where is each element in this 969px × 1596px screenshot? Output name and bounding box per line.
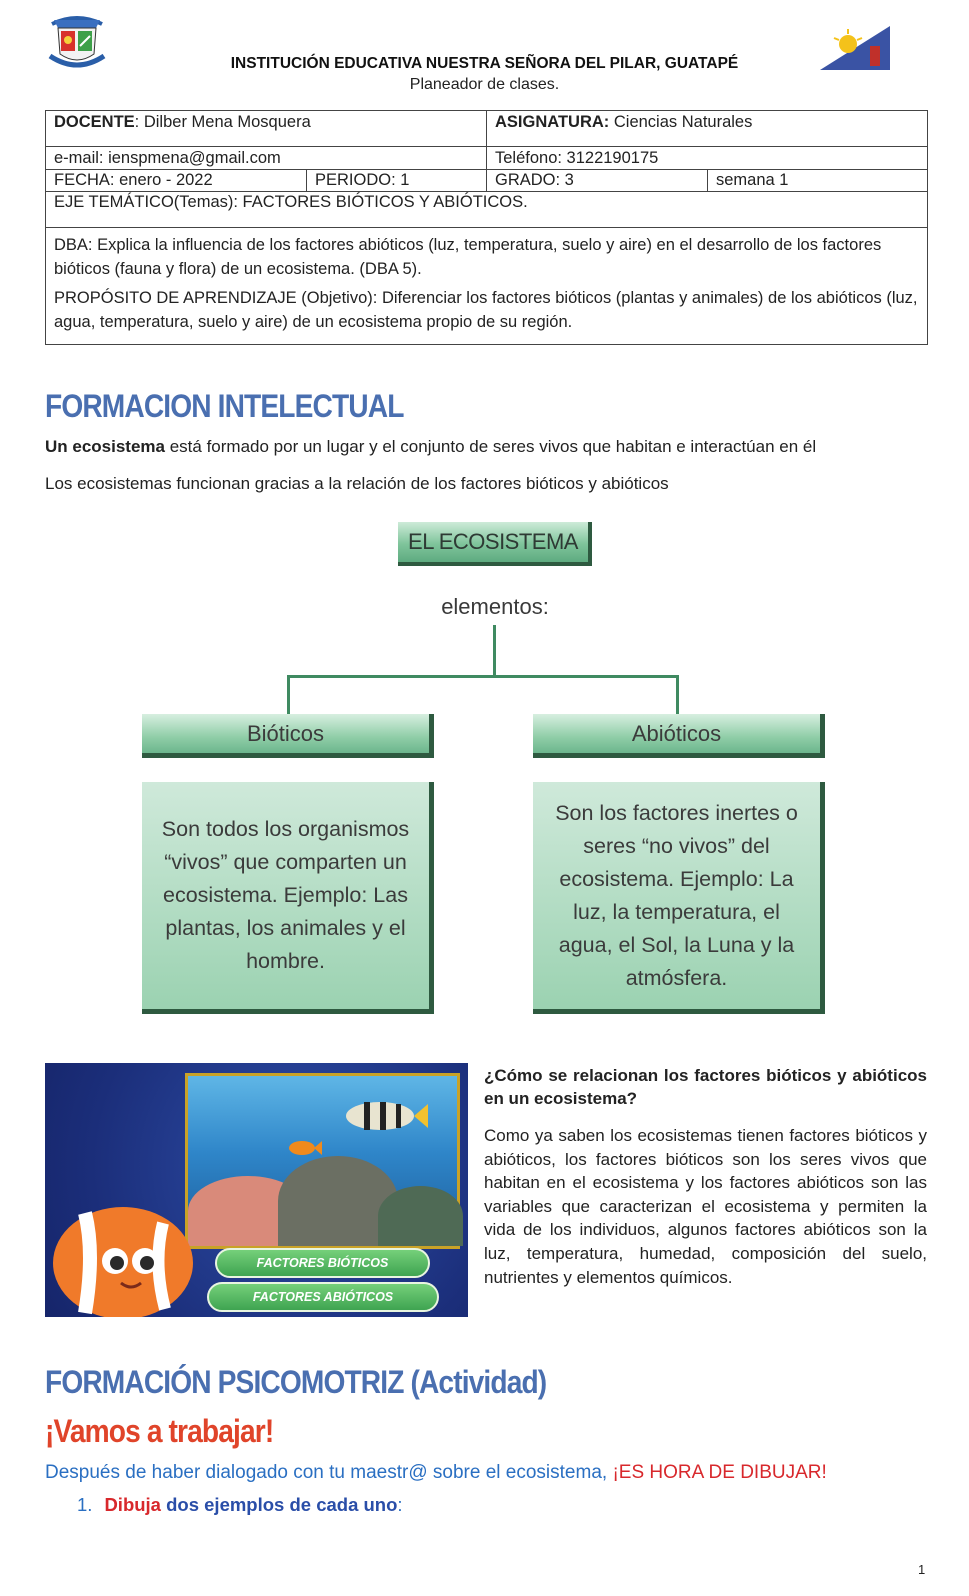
- periodo-cell: PERIODO: 1: [307, 170, 487, 191]
- clownfish-icon: [45, 1183, 195, 1317]
- ecosistema-definition: [45, 435, 935, 459]
- underwater-scene-image: [185, 1073, 460, 1249]
- abioticos-header: Abióticos: [533, 714, 825, 758]
- institution-name: INSTITUCIÓN EDUCATIVA NUESTRA SEÑORA DEL PILAR, GUATAPÉ: [230, 55, 739, 72]
- asignatura-value: Ciencias Naturales: [609, 113, 753, 131]
- grado-cell: GRADO: 3: [487, 170, 708, 191]
- table-row: [46, 147, 927, 170]
- small-fish-icon: [286, 1138, 322, 1158]
- table-row: [46, 192, 927, 228]
- instruction-text: Después de haber dialogado con tu maestr@ sobre el ecosistema,: [45, 1462, 613, 1483]
- ecosistema-definition-text: está formado por un lugar y el conjunto de seres vivos que habitan e interactúan en él: [165, 437, 817, 456]
- semana-cell: semana 1: [716, 171, 789, 189]
- instruction-line: [45, 1462, 827, 1484]
- telefono-cell: Teléfono: 3122190175: [495, 148, 659, 167]
- dos-ejemplos-text: dos ejemplos de cada uno: [160, 1494, 398, 1515]
- docente-value: : Dilber Mena Mosquera: [134, 113, 311, 131]
- fecha-cell: FECHA: enero - 2022: [46, 170, 307, 191]
- diagram-title-box: EL ECOSISTEMA: [398, 522, 592, 566]
- table-row: [46, 228, 927, 344]
- bioticos-description: Son todos los organismos “vivos” que comparten un ecosistema. Ejemplo: Las plantas, los animales y el hombre.: [142, 782, 434, 1014]
- dba-text: DBA: Explica la influencia de los factores abióticos (luz, temperatura, suelo y aire) en el desarrollo de los factores bióticos (fauna y flora) de un ecosistema. (DBA 5).: [54, 236, 882, 278]
- table-row: [46, 170, 927, 192]
- activity-list-item: [77, 1494, 403, 1516]
- eje-tematico-cell: EJE TEMÁTICO(Temas): FACTORES BIÓTICOS Y ABIÓTICOS.: [54, 193, 528, 211]
- diagram-connector: [287, 675, 290, 715]
- hora-de-dibujar-text: ¡ES HORA DE DIBUJAR!: [612, 1462, 827, 1483]
- asignatura-label: ASIGNATURA:: [495, 113, 610, 131]
- bioticos-header: Bióticos: [142, 714, 434, 758]
- ecosistema-term: Un ecosistema: [45, 437, 165, 456]
- striped-fish-icon: [338, 1098, 428, 1134]
- proposito-text: PROPÓSITO DE APRENDIZAJE (Objetivo): Diferenciar los factores bióticos (plantas y animales) de los abióticos (luz, agua, temperatura, suelo y aire) de un ecosistema propio de su región.: [54, 289, 918, 331]
- formacion-intelectual-heading: FORMACION INTELECTUAL: [45, 388, 404, 424]
- list-item-number: 1.: [77, 1494, 93, 1515]
- email-cell: e-mail: ienspmena@gmail.com: [46, 147, 487, 169]
- docente-label: DOCENTE: [54, 113, 135, 131]
- vamos-a-trabajar-heading: ¡Vamos a trabajar!: [45, 1413, 274, 1449]
- asignatura-cell: [487, 111, 927, 146]
- table-row: [46, 111, 927, 147]
- factores-abioticos-pill: FACTORES ABIÓTICOS: [207, 1282, 439, 1312]
- abioticos-description: Son los factores inertes o seres “no vivos” del ecosistema. Ejemplo: La luz, la temperatura, el agua, el Sol, la Luna y la atmósfera.: [533, 782, 825, 1014]
- factores-bioticos-pill: FACTORES BIÓTICOS: [215, 1248, 430, 1278]
- ecosystem-illustration: [45, 1063, 468, 1317]
- document-subtitle: Planeador de clases.: [409, 76, 560, 93]
- seaweed-shape: [378, 1186, 463, 1246]
- question-title: ¿Cómo se relacionan los factores bióticos y abióticos en un ecosistema?: [484, 1066, 927, 1108]
- dibuja-text: Dibuja: [104, 1494, 161, 1515]
- question-body: Como ya saben los ecosistemas tienen factores bióticos y abióticos, los factores bióticos son los seres vivos que habitan en el ecosistema y los factores abióticos son las variables que caracterizan el ecosistema y permiten la vida de los individuos, algunos factores abióticos son la luz, temperatura, humedad, composición del suelo, nutrientes y elementos químicos.: [484, 1126, 927, 1287]
- formacion-psicomotriz-heading: FORMACIÓN PSICOMOTRIZ (Actividad): [45, 1364, 547, 1400]
- diagram-connector: [676, 675, 679, 715]
- docente-cell: [46, 111, 487, 146]
- diagram-subtitle: elementos:: [441, 594, 549, 619]
- diagram-connector: [493, 625, 496, 677]
- list-item-colon: :: [397, 1494, 403, 1515]
- page-number: 1: [918, 1562, 926, 1577]
- ecosistema-relation-text: Los ecosistemas funcionan gracias a la relación de los factores bióticos y abióticos: [45, 474, 669, 493]
- diagram-connector: [287, 675, 678, 678]
- class-info-table: [45, 110, 928, 345]
